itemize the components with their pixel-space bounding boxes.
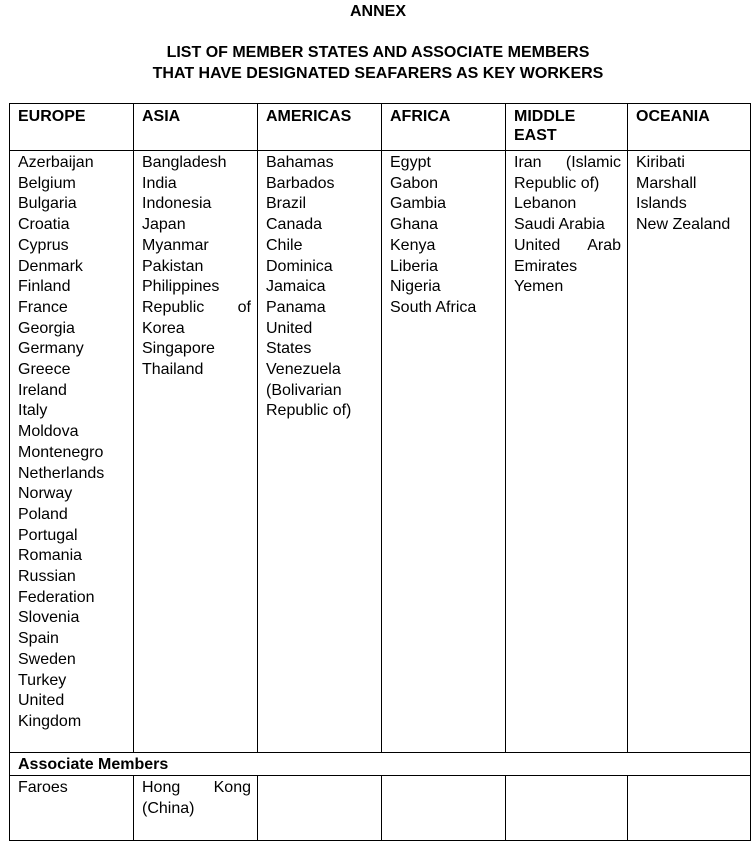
list-item: Canada [266, 216, 323, 234]
header-row [10, 104, 751, 151]
list-item: Germany [18, 340, 84, 358]
list-item: States [266, 340, 312, 358]
list-item: Barbados [266, 174, 335, 192]
header-middle-east-line-2: EAST [514, 127, 557, 144]
list-item-word: Arab [587, 236, 621, 254]
header-middle-east-line-1: MIDDLE [514, 108, 576, 125]
list-item: Poland [18, 505, 68, 523]
associate-americas-cell [258, 776, 382, 841]
header-asia: ASIA [134, 104, 258, 151]
list-item: Korea [142, 319, 185, 337]
list-item: (China) [142, 799, 195, 817]
associate-asia-cell [134, 776, 258, 841]
list-item [142, 778, 251, 799]
document-title [0, 42, 756, 84]
list-item: Republic of) [514, 174, 600, 192]
list-item: New Zealand [636, 216, 731, 234]
header-europe: EUROPE [10, 104, 134, 151]
list-item [514, 236, 621, 257]
associate-africa-cell [382, 776, 506, 841]
list-item: Greece [18, 361, 71, 379]
list-item: Bulgaria [18, 195, 77, 213]
list-item: Gambia [390, 195, 447, 213]
americas-cell [258, 151, 382, 753]
header-middle-east [506, 104, 628, 151]
list-item: Federation [18, 588, 95, 606]
list-item: Croatia [18, 216, 70, 234]
list-item: Portugal [18, 526, 78, 544]
oceania-cell [628, 151, 751, 753]
member-states-row [10, 151, 751, 753]
list-item: Ireland [18, 381, 67, 399]
header-americas: AMERICAS [258, 104, 382, 151]
header-oceania: OCEANIA [628, 104, 751, 151]
list-item: Kiribati [636, 154, 685, 171]
title-line-2: THAT HAVE DESIGNATED SEAFARERS AS KEY WORKERS [152, 65, 604, 82]
list-item: Faroes [18, 779, 68, 796]
list-item: Venezuela [266, 361, 341, 379]
associate-oceania-cell [628, 776, 751, 841]
list-item: Philippines [142, 278, 220, 296]
list-item: United [266, 319, 313, 337]
list-item: Spain [18, 630, 59, 648]
list-item: Singapore [142, 340, 215, 358]
middle-east-cell [506, 151, 628, 753]
list-item-word: of [237, 298, 251, 316]
list-item: Cyprus [18, 236, 69, 254]
list-item: Italy [18, 402, 48, 420]
member-states-table [9, 103, 751, 841]
list-item: Georgia [18, 319, 75, 337]
list-item: Belgium [18, 174, 76, 192]
associate-members-heading: Associate Members [10, 753, 751, 776]
list-item: Bahamas [266, 154, 334, 171]
list-item: Sweden [18, 650, 76, 668]
header-africa: AFRICA [382, 104, 506, 151]
list-item-word: Hong [142, 779, 181, 796]
list-item: Japan [142, 216, 186, 234]
list-item: Finland [18, 278, 71, 296]
list-item: Egypt [390, 154, 431, 171]
list-item: South Africa [390, 298, 477, 316]
list-item: Romania [18, 547, 83, 565]
list-item: Dominica [266, 257, 333, 275]
europe-cell [10, 151, 134, 753]
list-item: Thailand [142, 361, 204, 379]
africa-cell [382, 151, 506, 753]
list-item: Liberia [390, 257, 439, 275]
list-item: Chile [266, 236, 303, 254]
list-item: France [18, 298, 68, 316]
list-item: Montenegro [18, 443, 104, 461]
list-item: Islands [636, 195, 687, 213]
list-item-word: Kong [213, 779, 251, 796]
list-item: Gabon [390, 174, 439, 192]
list-item: Myanmar [142, 236, 209, 254]
list-item-word: (Islamic [565, 154, 621, 171]
list-item: United [18, 692, 65, 710]
list-item: Republic of) [266, 402, 352, 420]
list-item: (Bolivarian [266, 381, 342, 399]
list-item: Brazil [266, 195, 307, 213]
associate-members-heading-row [10, 753, 751, 776]
list-item: Pakistan [142, 257, 204, 275]
list-item: Moldova [18, 423, 79, 441]
list-item: Azerbaijan [18, 154, 94, 171]
list-item: Norway [18, 485, 73, 503]
list-item: Russian [18, 568, 76, 586]
associate-europe-cell [10, 776, 134, 841]
list-item: Emirates [514, 257, 578, 275]
list-item: Slovenia [18, 609, 80, 627]
list-item [514, 153, 621, 174]
list-item: Kenya [390, 236, 436, 254]
list-item: Turkey [18, 671, 67, 689]
list-item: Indonesia [142, 195, 212, 213]
associate-members-row [10, 776, 751, 841]
list-item: Denmark [18, 257, 83, 275]
list-item [142, 298, 251, 319]
list-item-word: Iran [514, 154, 542, 171]
title-line-1: LIST OF MEMBER STATES AND ASSOCIATE MEMBERS [166, 44, 590, 61]
list-item: Ghana [390, 216, 439, 234]
list-item: India [142, 174, 177, 192]
associate-middle-east-cell [506, 776, 628, 841]
list-item: Lebanon [514, 195, 577, 213]
list-item: Marshall [636, 174, 697, 192]
list-item: Nigeria [390, 278, 441, 296]
list-item: Saudi Arabia [514, 216, 605, 234]
list-item: Yemen [514, 278, 564, 296]
annex-label: ANNEX [349, 3, 406, 20]
list-item: Jamaica [266, 278, 326, 296]
list-item-word: United [514, 236, 561, 254]
list-item-word: Republic [142, 298, 205, 316]
list-item: Panama [266, 298, 326, 316]
list-item: Netherlands [18, 464, 105, 482]
list-item: Kingdom [18, 712, 82, 730]
list-item: Bangladesh [142, 154, 227, 171]
asia-cell [134, 151, 258, 753]
